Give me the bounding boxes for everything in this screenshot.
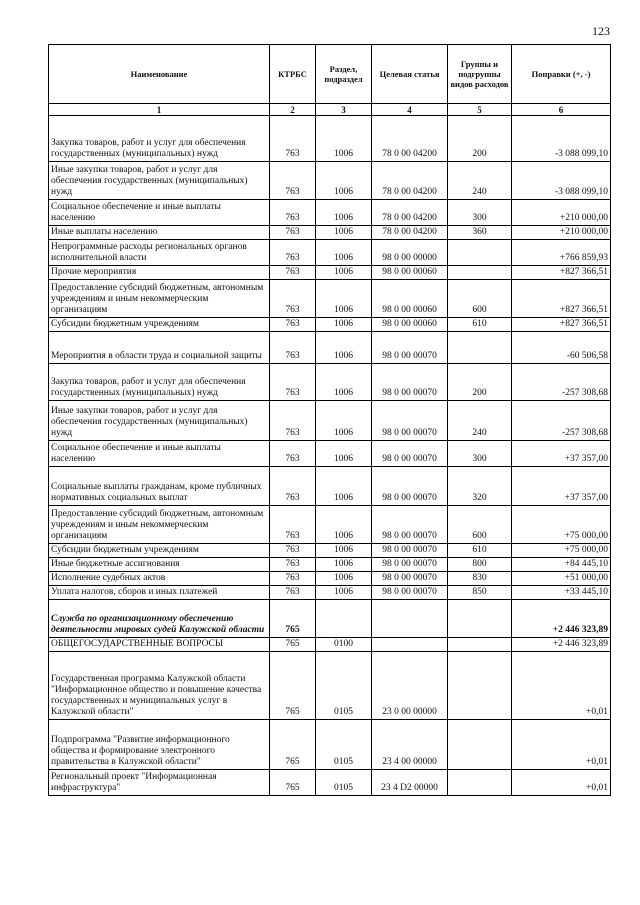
row-amount: +827 366,51 — [512, 280, 611, 318]
row-group: 800 — [448, 558, 512, 572]
table-row — [49, 638, 611, 652]
row-ktrbs: 763 — [270, 226, 316, 240]
row-ktrbs: 763 — [270, 200, 316, 226]
row-name: Уплата налогов, сборов и иных платежей — [49, 586, 270, 600]
row-target: 98 0 00 00070 — [372, 586, 448, 600]
col-number: 1 — [49, 104, 270, 116]
table-row — [49, 441, 611, 467]
row-name: Субсидии бюджетным учреждениям — [49, 544, 270, 558]
row-name: Иные выплаты населению — [49, 226, 270, 240]
row-group: 200 — [448, 116, 512, 162]
col-number: 4 — [372, 104, 448, 116]
row-amount: -60 506,58 — [512, 332, 611, 364]
row-section — [316, 600, 372, 638]
row-ktrbs: 763 — [270, 586, 316, 600]
row-ktrbs: 765 — [270, 770, 316, 796]
row-amount: +0,01 — [512, 720, 611, 770]
row-group: 200 — [448, 364, 512, 401]
row-ktrbs: 763 — [270, 280, 316, 318]
row-group: 300 — [448, 441, 512, 467]
col-header-ktrbs: КТРБС — [270, 45, 316, 104]
row-group — [448, 652, 512, 720]
table-row — [49, 266, 611, 280]
row-amount: -257 308,68 — [512, 401, 611, 441]
row-amount: +51 000,00 — [512, 572, 611, 586]
row-target: 98 0 00 00070 — [372, 506, 448, 544]
row-target: 98 0 00 00060 — [372, 266, 448, 280]
row-target: 98 0 00 00070 — [372, 401, 448, 441]
row-amount: +75 000,00 — [512, 544, 611, 558]
row-amount: +75 000,00 — [512, 506, 611, 544]
row-ktrbs: 763 — [270, 572, 316, 586]
row-amount: +2 446 323,89 — [512, 600, 611, 638]
row-section: 1006 — [316, 226, 372, 240]
row-section: 1006 — [316, 544, 372, 558]
row-name: Субсидии бюджетным учреждениям — [49, 318, 270, 332]
row-name: Предоставление субсидий бюджетным, автономным учреждениям и иным некоммерческим организациям — [49, 506, 270, 544]
table-row — [49, 116, 611, 162]
row-section: 1006 — [316, 240, 372, 266]
row-name: Иные закупки товаров, работ и услуг для обеспечения государственных (муниципальных) нужд — [49, 401, 270, 441]
row-group: 600 — [448, 506, 512, 544]
row-ktrbs: 763 — [270, 116, 316, 162]
column-number-row — [49, 104, 611, 116]
col-number: 6 — [512, 104, 611, 116]
row-group — [448, 770, 512, 796]
row-target: 98 0 00 00070 — [372, 544, 448, 558]
table-row — [49, 720, 611, 770]
table-row — [49, 586, 611, 600]
row-section: 1006 — [316, 332, 372, 364]
table-row — [49, 600, 611, 638]
row-group — [448, 720, 512, 770]
row-ktrbs: 763 — [270, 467, 316, 506]
row-amount: +766 859,93 — [512, 240, 611, 266]
table-row — [49, 280, 611, 318]
row-group — [448, 600, 512, 638]
row-ktrbs: 763 — [270, 332, 316, 364]
row-amount: +827 366,51 — [512, 266, 611, 280]
row-amount: -257 308,68 — [512, 364, 611, 401]
table-row — [49, 558, 611, 572]
row-amount: +0,01 — [512, 770, 611, 796]
row-name: Непрограммные расходы региональных органов исполнительной власти — [49, 240, 270, 266]
row-name: Региональный проект "Информационная инфраструктура" — [49, 770, 270, 796]
col-number: 3 — [316, 104, 372, 116]
row-target: 23 4 D2 00000 — [372, 770, 448, 796]
row-name: Служба по организационному обеспечению деятельности мировых судей Калужской области — [49, 600, 270, 638]
row-ktrbs: 763 — [270, 364, 316, 401]
row-group: 600 — [448, 280, 512, 318]
row-target: 98 0 00 00070 — [372, 558, 448, 572]
row-name: ОБЩЕГОСУДАРСТВЕННЫЕ ВОПРОСЫ — [49, 638, 270, 652]
row-group: 320 — [448, 467, 512, 506]
row-group — [448, 266, 512, 280]
row-target: 23 4 00 00000 — [372, 720, 448, 770]
row-section: 1006 — [316, 318, 372, 332]
table-row — [49, 770, 611, 796]
row-ktrbs: 763 — [270, 401, 316, 441]
header-row — [49, 45, 611, 104]
row-amount: -3 088 099,10 — [512, 162, 611, 200]
row-section: 1006 — [316, 586, 372, 600]
row-ktrbs: 763 — [270, 506, 316, 544]
row-group — [448, 240, 512, 266]
col-number: 5 — [448, 104, 512, 116]
col-header-name: Наименование — [49, 45, 270, 104]
row-section: 1006 — [316, 572, 372, 586]
row-target: 23 0 00 00000 — [372, 652, 448, 720]
row-target: 78 0 00 04200 — [372, 116, 448, 162]
row-ktrbs: 765 — [270, 600, 316, 638]
row-ktrbs: 765 — [270, 720, 316, 770]
row-group: 610 — [448, 544, 512, 558]
row-amount: +84 445,10 — [512, 558, 611, 572]
row-section: 0105 — [316, 770, 372, 796]
row-name: Прочие мероприятия — [49, 266, 270, 280]
row-target: 98 0 00 00060 — [372, 280, 448, 318]
row-name: Государственная программа Калужской области "Информационное общество и повышение качества государственных и муниципальных услуг в Калужской области" — [49, 652, 270, 720]
table-row — [49, 364, 611, 401]
row-name: Исполнение судебных актов — [49, 572, 270, 586]
table-row — [49, 318, 611, 332]
row-section: 0105 — [316, 652, 372, 720]
row-target: 78 0 00 04200 — [372, 200, 448, 226]
row-name: Подпрограмма "Развитие информационного общества и формирование электронного правительства в Калужской области" — [49, 720, 270, 770]
row-target: 98 0 00 00070 — [372, 441, 448, 467]
row-ktrbs: 763 — [270, 318, 316, 332]
row-ktrbs: 763 — [270, 162, 316, 200]
table-row — [49, 467, 611, 506]
row-name: Социальное обеспечение и иные выплаты населению — [49, 441, 270, 467]
row-target: 98 0 00 00070 — [372, 332, 448, 364]
row-section: 1006 — [316, 441, 372, 467]
row-group: 610 — [448, 318, 512, 332]
row-name: Мероприятия в области труда и социальной защиты — [49, 332, 270, 364]
row-ktrbs: 763 — [270, 266, 316, 280]
row-name: Иные закупки товаров, работ и услуг для обеспечения государственных (муниципальных) нужд — [49, 162, 270, 200]
row-target: 78 0 00 04200 — [372, 162, 448, 200]
row-amount: +37 357,00 — [512, 467, 611, 506]
row-section: 1006 — [316, 280, 372, 318]
row-target: 98 0 00 00070 — [372, 467, 448, 506]
table-row — [49, 506, 611, 544]
row-section: 0105 — [316, 720, 372, 770]
row-section: 1006 — [316, 200, 372, 226]
budget-amendments-table — [48, 44, 611, 796]
row-target: 98 0 00 00000 — [372, 240, 448, 266]
table-row — [49, 240, 611, 266]
row-group: 360 — [448, 226, 512, 240]
row-target: 78 0 00 04200 — [372, 226, 448, 240]
table-row — [49, 572, 611, 586]
row-amount: -3 088 099,10 — [512, 116, 611, 162]
row-group — [448, 638, 512, 652]
row-ktrbs: 765 — [270, 638, 316, 652]
row-name: Предоставление субсидий бюджетным, автономным учреждениям и иным некоммерческим организациям — [49, 280, 270, 318]
row-group: 850 — [448, 586, 512, 600]
row-ktrbs: 763 — [270, 558, 316, 572]
row-ktrbs: 763 — [270, 240, 316, 266]
row-section: 1006 — [316, 162, 372, 200]
table-row — [49, 652, 611, 720]
row-group: 240 — [448, 162, 512, 200]
col-header-amendments: Поправки (+, -) — [512, 45, 611, 104]
row-ktrbs: 765 — [270, 652, 316, 720]
row-group: 300 — [448, 200, 512, 226]
row-section: 1006 — [316, 266, 372, 280]
row-group: 240 — [448, 401, 512, 441]
row-section: 1006 — [316, 364, 372, 401]
col-header-section: Раздел, подраздел — [316, 45, 372, 104]
row-group — [448, 332, 512, 364]
row-target: 98 0 00 00070 — [372, 572, 448, 586]
row-name: Социальное обеспечение и иные выплаты населению — [49, 200, 270, 226]
row-name: Иные бюджетные ассигнования — [49, 558, 270, 572]
row-section: 1006 — [316, 558, 372, 572]
row-name: Закупка товаров, работ и услуг для обеспечения государственных (муниципальных) нужд — [49, 364, 270, 401]
row-target: 98 0 00 00060 — [372, 318, 448, 332]
row-amount: +0,01 — [512, 652, 611, 720]
table-row — [49, 200, 611, 226]
row-amount: +210 000,00 — [512, 226, 611, 240]
table-row — [49, 162, 611, 200]
row-amount: +827 366,51 — [512, 318, 611, 332]
row-target: 98 0 00 00070 — [372, 364, 448, 401]
row-name: Социальные выплаты гражданам, кроме публичных нормативных социальных выплат — [49, 467, 270, 506]
table-row — [49, 226, 611, 240]
row-amount: +2 446 323,89 — [512, 638, 611, 652]
col-header-target: Целевая статья — [372, 45, 448, 104]
row-amount: +210 000,00 — [512, 200, 611, 226]
page-number: 123 — [592, 24, 610, 38]
row-section: 1006 — [316, 116, 372, 162]
table-row — [49, 332, 611, 364]
row-group: 830 — [448, 572, 512, 586]
row-target — [372, 600, 448, 638]
row-ktrbs: 763 — [270, 441, 316, 467]
row-section: 1006 — [316, 506, 372, 544]
row-amount: +37 357,00 — [512, 441, 611, 467]
col-header-group: Группы и подгруппы видов расходов — [448, 45, 512, 104]
row-amount: +33 445,10 — [512, 586, 611, 600]
row-target — [372, 638, 448, 652]
row-section: 1006 — [316, 401, 372, 441]
table-row — [49, 544, 611, 558]
col-number: 2 — [270, 104, 316, 116]
row-section: 1006 — [316, 467, 372, 506]
row-section: 0100 — [316, 638, 372, 652]
row-name: Закупка товаров, работ и услуг для обеспечения государственных (муниципальных) нужд — [49, 116, 270, 162]
row-ktrbs: 763 — [270, 544, 316, 558]
table-row — [49, 401, 611, 441]
